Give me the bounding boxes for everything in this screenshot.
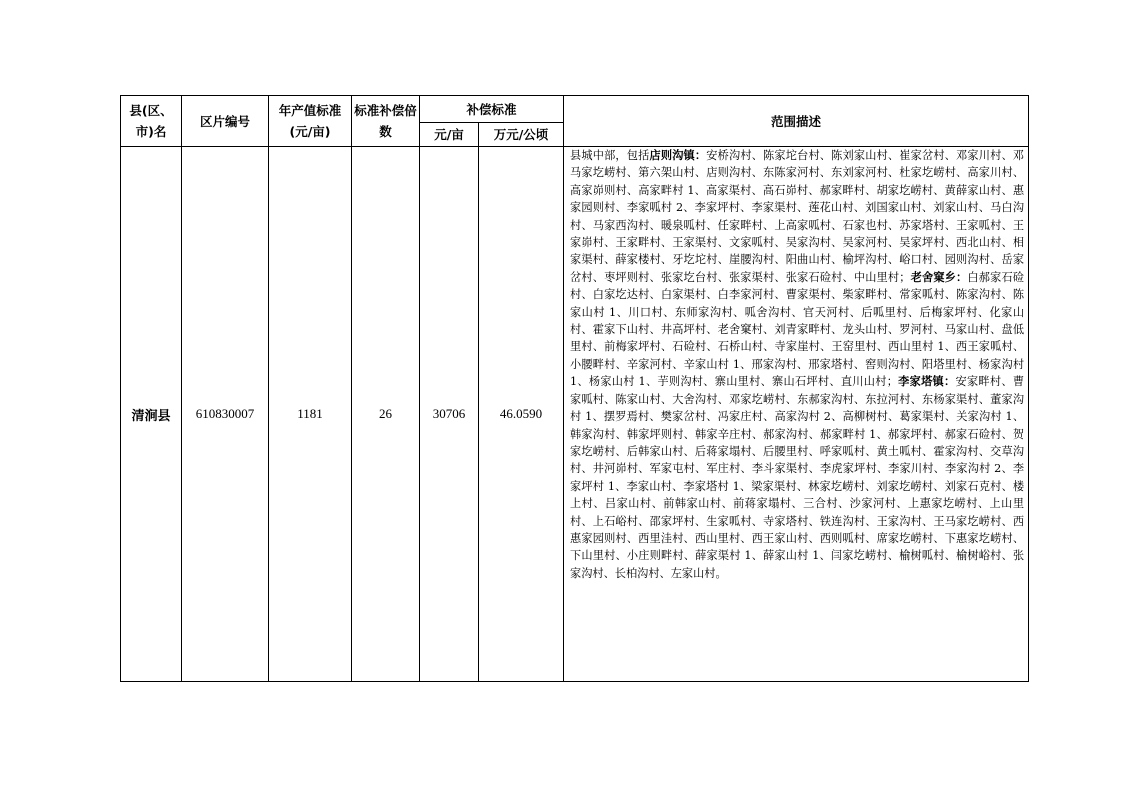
town-villages-lijiata: 安家畔村、曹家呱村、陈家山村、大舍沟村、邓家圪崂村、东郝家沟村、东拉河村、东杨家渠村、董家沟村 1、摆罗焉村、樊家岔村、冯家庄村、高家沟村 2、高柳树村、葛家渠村、关家沟村 1、韩家沟村、韩家坪则村、韩家辛庄村、郝家沟村、郝家畔村 1、郝家坪村、郝家石硷村、贺家圪崂村、后韩家山村、后蒋家塌村、后腰里村、呼家呱村、黄土呱村、霍家沟村、交草沟村、井河峁村、军家屯村、军庄村、李斗家渠村、李虎家坪村、李家川村、李家沟村 2、李家坪村 1、李家山村、李家塔村 1、梁家渠村、林家圪崂村、刘家圪崂村、刘家石克村、楼上村、吕家山村、前韩家山村、前蒋家塌村、三合村、沙家河村、上惠家圪崂村、上山里村、上石峪村、邵家坪村、生家呱村、寺家塔村、铁连沟村、王家沟村、王马家圪崂村、西惠家园则村、西里洼村、西山里村、西王家山村、西则呱村、席家圪崂村、下惠家圪崂村、下山里村、小庄则畔村、薛家渠村 1、薛家山村 1、闫家圪崂村、榆树呱村、榆树峪村、张家沟村、长柏沟村、左家山村。 [570, 375, 1025, 580]
header-unit-wanyuan-per-hectare: 万元/公顷 [479, 123, 564, 147]
town-villages-diancegou: 安桥沟村、陈家坨台村、陈刘家山村、崔家岔村、邓家川村、邓马家圪崂村、第六架山村、店则沟村、东陈家河村、东刘家河村、杜家圪崂村、高家川村、高家峁则村、高家畔村 1、高家渠村、高石峁村、郝家畔村、胡家圪崂村、黄薛家山村、惠家园则村、李家呱村 2、李家坪村、李家渠村、莲花山村、刘国家山村、刘家山村、马白沟村、马家西沟村、暖泉呱村、任家畔村、上高家呱村、石家也村、苏家塔村、王家呱村、王家峁村、王家畔村、王家渠村、文家呱村、吴家沟村、吴家河村、吴家坪村、西北山村、相家渠村、薛家楼村、牙圪坨村、崖腰沟村、阳曲山村、榆坪沟村、峪口村、园则沟村、岳家岔村、枣坪则村、张家圪台村、张家渠村、张家石硷村、中山里村； [570, 149, 1025, 284]
table-header [121, 96, 1029, 147]
header-unit-yuan-per-mu: 元/亩 [420, 123, 479, 147]
header-compensation-standard: 补偿标准 [420, 96, 564, 123]
town-name-laoshekexiang: 老舍窠乡： [910, 270, 968, 284]
scope-intro: 县城中部，包括 [570, 149, 650, 162]
town-name-lijiata: 李家塔镇： [897, 375, 956, 389]
town-villages-laoshekexiang: 白郝家石硷村、白家圪达村、白家渠村、白李家河村、曹家渠村、柴家畔村、常家呱村、陈家沟村、陈家山村 1、川口村、东师家沟村、呱舍沟村、官天河村、后呱里村、后梅家坪村、化家山村、霍家下山村、井高坪村、老舍窠村、刘青家畔村、龙头山村、罗河村、马家山村、盘低里村、前梅家坪村、石硷村、石桥山村、寺家崖村、王窑里村、西山里村 1、西王家呱村、小腰畔村、辛家河村、辛家山村 1、邢家沟村、邢家塔村、窖则沟村、阳塔里村、杨家沟村 1、杨家山村 1、芋则沟村、寨山里村、寨山石坪村、直川山村； [570, 270, 1025, 389]
compensation-table [120, 95, 1029, 682]
header-compensation-multiple: 标准补偿倍数 [352, 96, 420, 147]
cell-compensation-multiple: 26 [352, 147, 420, 682]
header-county: 县(区、市)名 [121, 96, 182, 147]
town-name-diancegou: 店则沟镇： [649, 149, 707, 162]
cell-annual-output-standard: 1181 [269, 147, 352, 682]
table-row [121, 147, 1029, 682]
cell-zone-code: 610830007 [182, 147, 269, 682]
header-annual-output-standard: 年产值标准(元/亩) [269, 96, 352, 147]
cell-county: 清涧县 [121, 147, 182, 682]
cell-wanyuan-per-hectare: 46.0590 [479, 147, 564, 682]
cell-yuan-per-mu: 30706 [420, 147, 479, 682]
header-zone-code: 区片编号 [182, 96, 269, 147]
cell-scope-description [564, 147, 1029, 682]
header-scope-description: 范围描述 [564, 96, 1029, 147]
